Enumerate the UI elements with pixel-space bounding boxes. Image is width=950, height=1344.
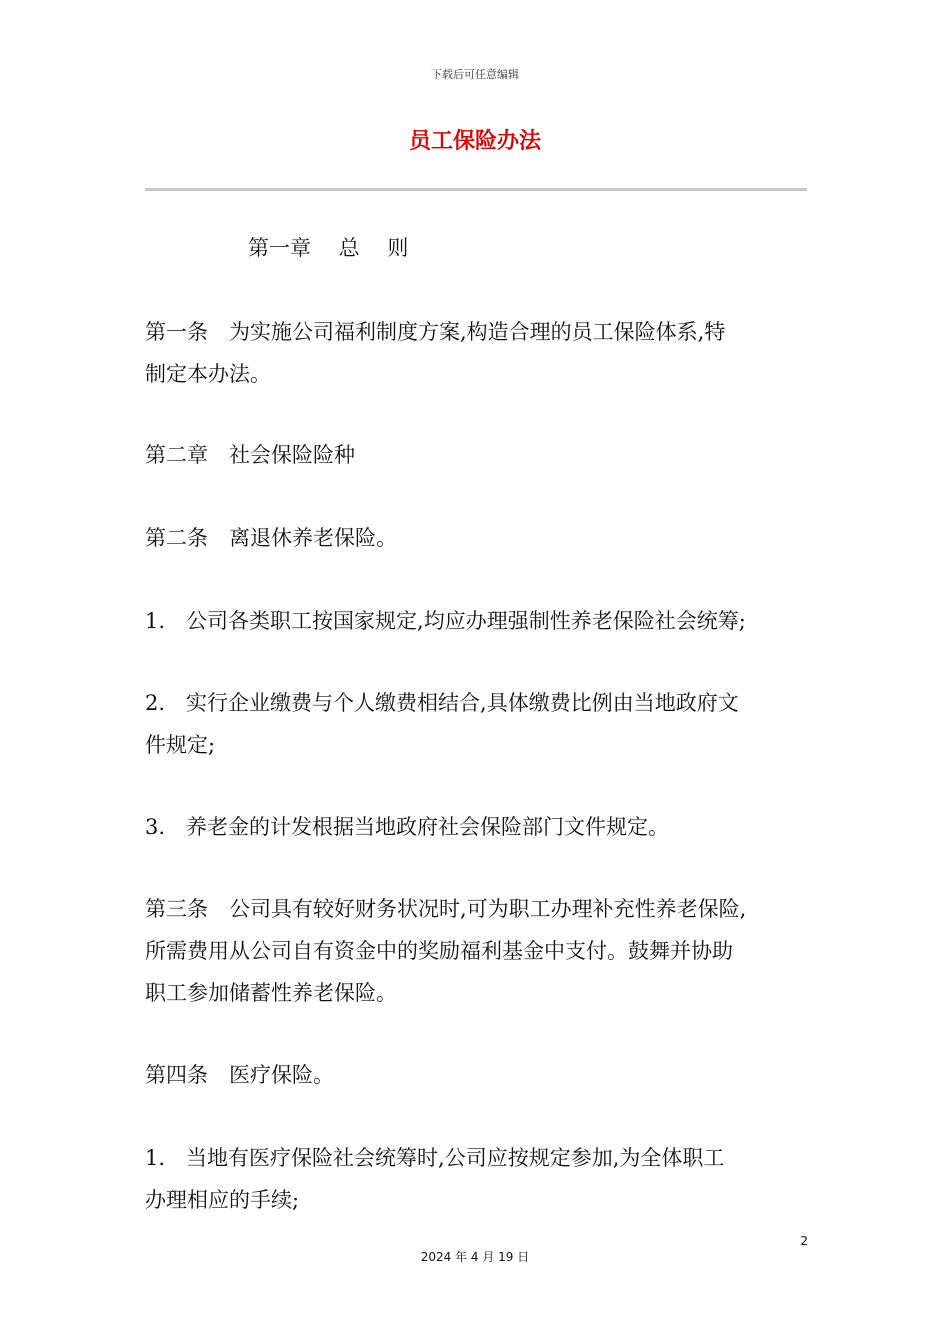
chapter-2-heading: 第二章 社会保险险种: [145, 443, 355, 467]
article-3-line-2: 所需费用从公司自有资金中的奖励福利基金中支付。鼓舞并协助: [145, 939, 733, 963]
article-2-item-3: 3. 养老金的计发根据当地政府社会保险部门文件规定。: [145, 815, 670, 839]
document-title: 员工保险办法: [408, 129, 541, 154]
footer-date: 2024 年 4 月 19 日: [420, 1250, 530, 1264]
title-divider: [145, 188, 807, 191]
chapter-heading: 第一章 总 则: [248, 236, 409, 260]
article-2-item-2-line-1: 2. 实行企业缴费与个人缴费相结合,具体缴费比例由当地政府文: [145, 691, 739, 715]
article-2-item-1: 1. 公司各类职工按国家规定,均应办理强制性养老保险社会统筹;: [145, 609, 746, 633]
article-2-item-2-line-2: 件规定;: [145, 733, 216, 757]
article-4-heading: 第四条 医疗保险。: [145, 1063, 334, 1087]
page-number: 2: [800, 1234, 808, 1248]
article-3-line-3: 职工参加储蓄性养老保险。: [145, 981, 397, 1005]
article-4-item-1-line-2: 办理相应的手续;: [145, 1188, 300, 1212]
header-note: 下载后可任意编辑: [431, 68, 519, 81]
article-2-heading: 第二条 离退休养老保险。: [145, 526, 397, 550]
article-1-line-1: 第一条 为实施公司福利制度方案,构造合理的员工保险体系,特: [145, 320, 726, 344]
article-1-line-2: 制定本办法。: [145, 362, 271, 386]
article-3-line-1: 第三条 公司具有较好财务状况时,可为职工办理补充性养老保险,: [145, 897, 747, 921]
article-4-item-1-line-1: 1. 当地有医疗保险社会统筹时,公司应按规定参加,为全体职工: [145, 1146, 725, 1170]
